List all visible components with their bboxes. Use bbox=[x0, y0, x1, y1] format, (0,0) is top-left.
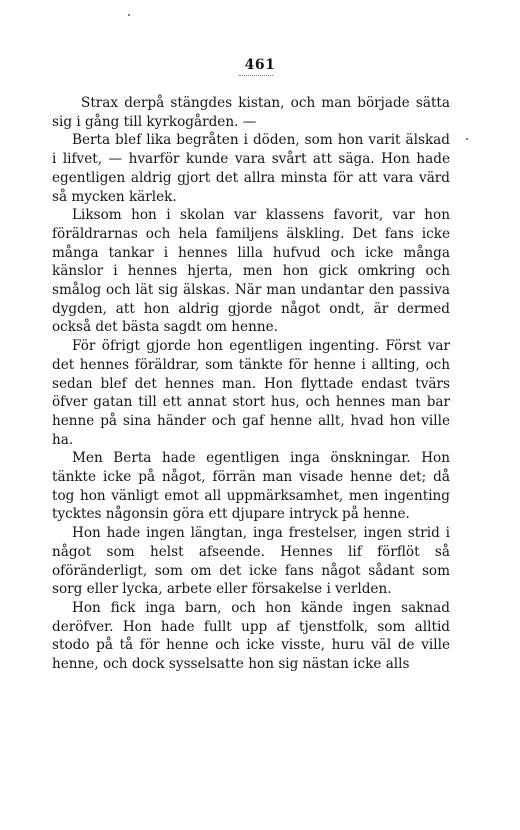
page-number: 461 bbox=[244, 57, 276, 73]
paragraph: Strax derpå stängdes kistan, och man började sätta sig i gång till kyrkogården. — bbox=[52, 95, 450, 130]
page-number-rule bbox=[239, 75, 273, 76]
paragraph: Liksom hon i skolan var klassens favorit, var hon föräldrarnas och hela familjens älskling. Det fans icke många tankar i hennes lilla hufvud och icke många känslor i hennes hjerta, men hon gick omkring och smålog och lät sig älskas. När man undantar den passiva dygden, att hon aldrig gjorde något ondt, är dermed också det bästa sagdt om henne. bbox=[52, 207, 450, 336]
print-speck bbox=[466, 138, 468, 140]
paragraph: Men Berta hade egentligen inga önskningar. Hon tänkte icke på något, förrän man visade henne det; då tog hon vänligt emot all uppmärksamhet, men ingenting tycktes någonsin göra ett djupare intryck på henne. bbox=[52, 450, 450, 523]
print-speck bbox=[128, 14, 130, 16]
page-text bbox=[52, 94, 450, 674]
paragraph: Hon fick inga barn, och hon kände ingen saknad deröfver. Hon hade fullt upp af tjenstfolk, som alltid stodo på tå för henne och icke visste, huru väl de ville henne, och dock sysselsatte hon sig nästan icke alls bbox=[52, 599, 450, 673]
paragraph: För öfrigt gjorde hon egentligen ingenting. Först var det hennes föräldrar, som tänkte för henne i allting, och sedan blef det hennes man. Hon flyttade endast tvärs öfver gatan till ett annat stort hus, och hennes man bar henne på sina händer och gaf henne allt, hvad hon ville ha. bbox=[52, 338, 450, 448]
paragraph: Hon hade ingen längtan, inga frestelser, ingen strid i något som helst afseende. Hennes lif förflöt så oföränderligt, som om det icke fans något sådant som sorg eller lycka, arbete eller försakelse i verlden. bbox=[52, 525, 450, 598]
paragraph: Berta blef lika begråten i döden, som hon varit älskad i lifvet, — hvarför kunde vara svårt att säga. Hon hade egentligen aldrig gjort det allra minsta för att vara värd så mycken kärlek. bbox=[52, 132, 450, 205]
